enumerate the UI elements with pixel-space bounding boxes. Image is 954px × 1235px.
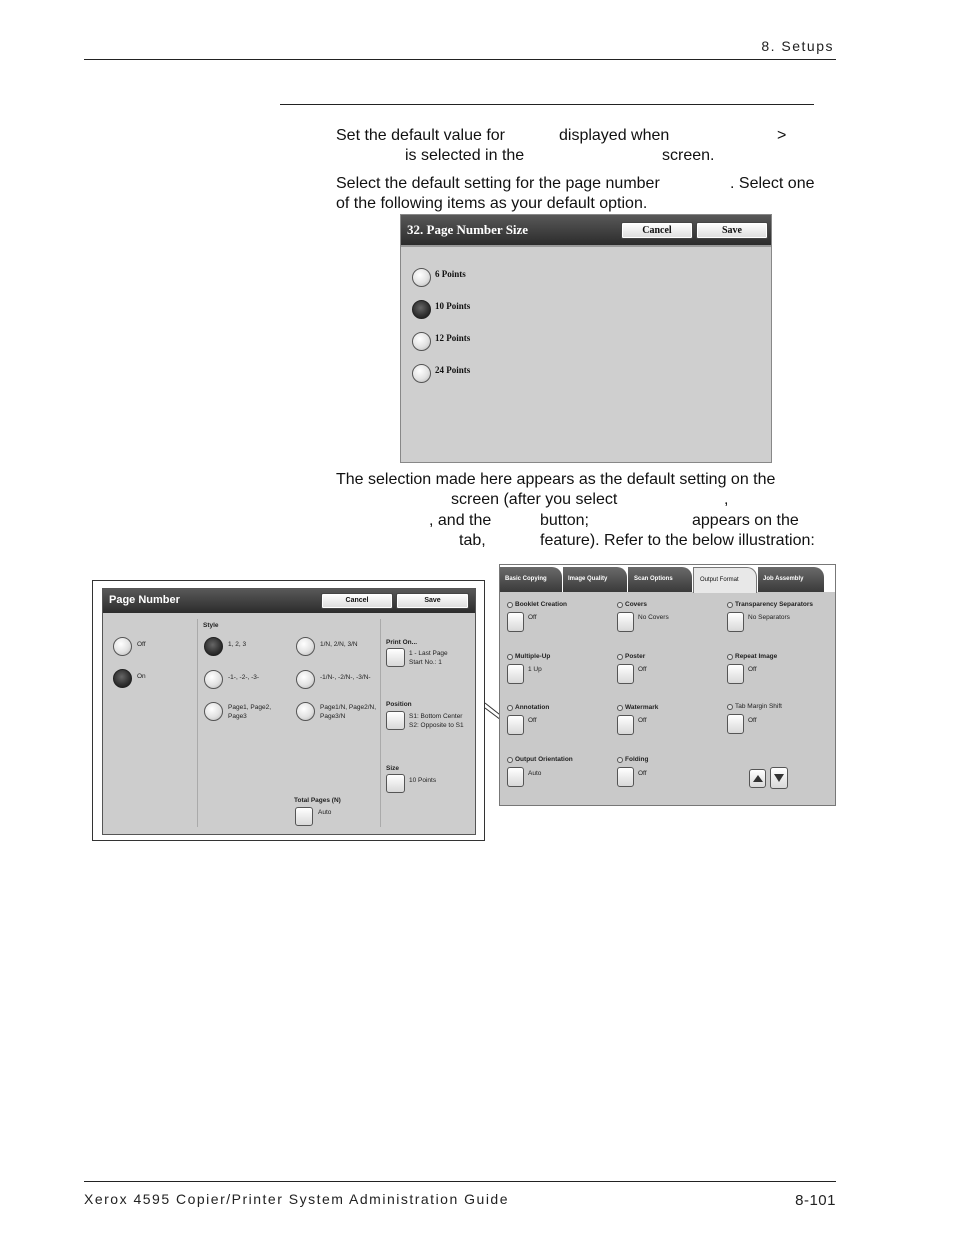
arrow-down-icon <box>772 769 786 787</box>
poster-value: Off <box>638 666 647 673</box>
para3-text: tab, <box>459 532 486 549</box>
print-on-value: 1 - Last Page <box>409 650 448 657</box>
size-value: 10 Points <box>409 777 437 784</box>
option-label: 12 Points <box>435 333 471 343</box>
status-dot-icon <box>727 654 733 660</box>
tabmargin-value: Off <box>748 717 757 724</box>
status-dot-icon <box>617 654 623 660</box>
status-dot-icon <box>507 654 513 660</box>
multiup-value: 1 Up <box>528 666 542 673</box>
on-radio[interactable] <box>113 669 132 688</box>
annotation-label: Annotation <box>515 704 550 711</box>
poster-button[interactable] <box>617 664 634 684</box>
page-number: 8-101 <box>795 1192 836 1209</box>
para3-text: , and the <box>429 512 492 529</box>
style-4-radio[interactable] <box>296 637 315 656</box>
para3-text: The selection made here appears as the default setting on the <box>336 471 776 488</box>
cancel-button[interactable]: Cancel <box>321 593 393 609</box>
off-label: Off <box>137 641 146 648</box>
para3-text: screen (after you select <box>451 491 618 508</box>
repeat-image-button[interactable] <box>727 664 744 684</box>
para3-text: , <box>724 491 729 508</box>
status-dot-icon <box>617 602 623 608</box>
para1-text: screen. <box>662 147 715 164</box>
page-number-screen <box>102 588 476 835</box>
watermark-value: Off <box>638 717 647 724</box>
transparency-separators-button[interactable] <box>727 612 744 632</box>
style-5-radio[interactable] <box>296 670 315 689</box>
style-option-label: Page1/N, Page2/N, <box>320 704 377 711</box>
style-option-label: -1/N-, -2/N-, -3/N- <box>320 674 371 681</box>
para3-text: feature). Refer to the below illustration: <box>540 532 815 549</box>
para3-text: appears on the <box>692 512 799 529</box>
off-radio[interactable] <box>113 637 132 656</box>
folding-value: Off <box>638 770 647 777</box>
annotation-value: Off <box>528 717 537 724</box>
transparency-label: Transparency Separators <box>735 601 814 608</box>
scroll-up-button[interactable] <box>749 769 766 788</box>
option-label: 24 Points <box>435 365 471 375</box>
total-pages-label: Total Pages (N) <box>294 797 341 804</box>
tabmargin-label: Tab Margin Shift <box>735 703 782 710</box>
para2-text: Select the default setting for the page number <box>336 175 660 192</box>
style-2-radio[interactable] <box>204 670 223 689</box>
style-option-label: Page3/N <box>320 713 346 720</box>
status-dot-icon <box>727 602 733 608</box>
orientation-label: Output Orientation <box>515 756 573 763</box>
position-label: Position <box>386 701 412 708</box>
poster-label: Poster <box>625 653 646 660</box>
arrow-up-icon <box>751 771 765 787</box>
style-option-label: 1, 2, 3 <box>228 641 247 648</box>
output-orientation-button[interactable] <box>507 767 524 787</box>
position-value: S1: Bottom Center <box>409 713 463 720</box>
transparency-value: No Separators <box>748 614 790 621</box>
screen-title: Page Number <box>109 594 180 606</box>
screen-title: 32. Page Number Size <box>407 222 529 237</box>
status-dot-icon <box>507 602 513 608</box>
para1-text: Set the default value for <box>336 127 505 144</box>
style-option-label: -1-, -2-, -3- <box>228 674 260 681</box>
style-option-label: Page3 <box>228 713 247 720</box>
status-dot-icon <box>617 757 623 763</box>
tab-job-assembly[interactable]: Job Assembly <box>758 567 824 592</box>
tab-margin-shift-button[interactable] <box>727 714 744 734</box>
style-label: Style <box>203 622 219 629</box>
save-button[interactable]: Save <box>696 222 768 239</box>
style-3-radio[interactable] <box>204 702 223 721</box>
tab-scan-options[interactable]: Scan Options <box>628 567 692 592</box>
folding-button[interactable] <box>617 767 634 787</box>
repeat-label: Repeat Image <box>735 653 778 660</box>
size-label: Size <box>386 765 400 772</box>
total-pages-value: Auto <box>318 809 332 816</box>
covers-label: Covers <box>625 601 648 608</box>
status-dot-icon <box>727 704 733 710</box>
para2-text: . Select one <box>730 175 815 192</box>
booklet-label: Booklet Creation <box>515 601 568 608</box>
multiple-up-button[interactable] <box>507 664 524 684</box>
print-on-label: Print On... <box>386 639 418 646</box>
footer-title: Xerox 4595 Copier/Printer System Administration Guide <box>84 1191 509 1207</box>
booklet-value: Off <box>528 614 537 621</box>
position-button[interactable] <box>386 711 405 730</box>
annotation-button[interactable] <box>507 715 524 735</box>
cancel-button[interactable]: Cancel <box>621 222 693 239</box>
scroll-down-button[interactable] <box>770 767 788 789</box>
size-button[interactable] <box>386 774 405 793</box>
tab-image-quality[interactable]: Image Quality <box>563 567 627 592</box>
status-dot-icon <box>507 757 513 763</box>
option-label: 6 Points <box>435 269 466 279</box>
booklet-creation-button[interactable] <box>507 612 524 632</box>
output-format-screen <box>499 564 836 806</box>
section-header: 8. Setups <box>761 38 834 54</box>
footer-rule <box>84 1181 836 1182</box>
style-option-label: 1/N, 2/N, 3/N <box>320 641 358 648</box>
on-label: On <box>137 673 146 680</box>
watermark-button[interactable] <box>617 715 634 735</box>
style-6-radio[interactable] <box>296 702 315 721</box>
para1-text: displayed when <box>559 127 670 144</box>
total-pages-button[interactable] <box>295 807 313 826</box>
status-dot-icon <box>507 705 513 711</box>
orientation-value: Auto <box>528 770 542 777</box>
print-on-button[interactable] <box>386 648 405 667</box>
para1-text: is selected in the <box>405 147 525 164</box>
para2-text: of the following items as your default option. <box>336 195 648 212</box>
status-dot-icon <box>617 705 623 711</box>
tab-output-format[interactable]: Output Format <box>693 567 757 593</box>
option-label: 10 Points <box>435 301 471 311</box>
folding-label: Folding <box>625 756 649 763</box>
covers-button[interactable] <box>617 612 634 632</box>
repeat-value: Off <box>748 666 757 673</box>
style-1-radio[interactable] <box>204 637 223 656</box>
tab-basic-copying[interactable]: Basic Copying <box>500 567 562 592</box>
position-value: S2: Opposite to S1 <box>409 722 464 729</box>
style-option-label: Page1, Page2, <box>228 704 272 711</box>
multiup-label: Multiple-Up <box>515 653 551 660</box>
covers-value: No Covers <box>638 614 669 621</box>
watermark-label: Watermark <box>625 704 659 711</box>
print-on-value: Start No.: 1 <box>409 659 442 666</box>
para1-text: > <box>777 127 787 144</box>
save-button[interactable]: Save <box>396 593 469 609</box>
para3-text: button; <box>540 512 589 529</box>
